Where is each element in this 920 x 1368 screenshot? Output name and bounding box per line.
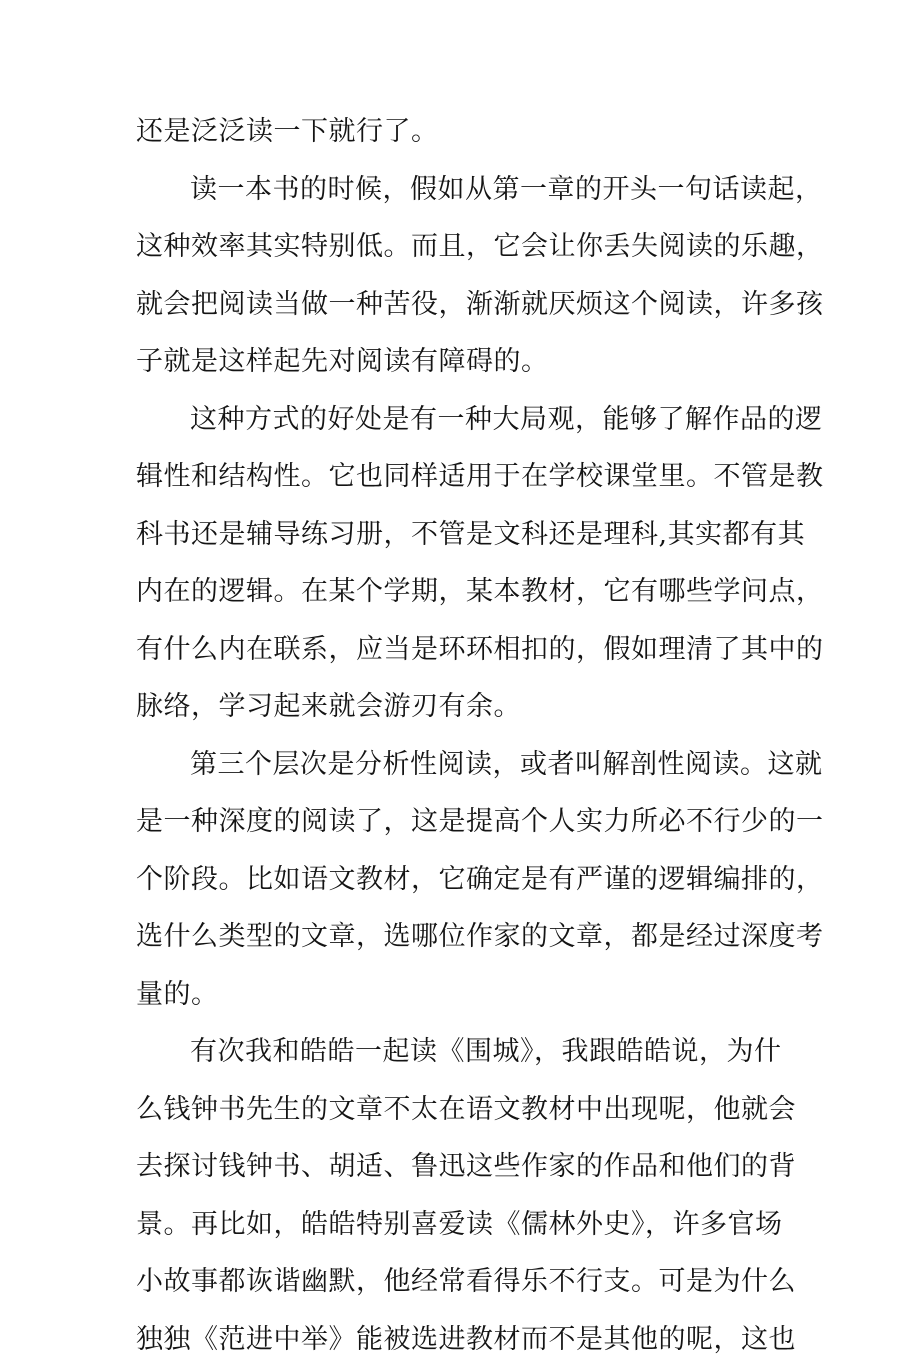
text-line: 第三个层次是分析性阅读，或者叫解剖性阅读。这就 xyxy=(136,736,796,794)
text-line: 辑性和结构性。它也同样适用于在学校课堂里。不管是教 xyxy=(136,448,796,506)
text-line: 是一种深度的阅读了，这是提高个人实力所必不行少的一 xyxy=(136,793,796,851)
text-line: 内在的逻辑。在某个学期，某本教材，它有哪些学问点， xyxy=(136,563,796,621)
text-line: 选什么类型的文章，选哪位作家的文章，都是经过深度考 xyxy=(136,908,796,966)
text-line: 脉络，学习起来就会游刃有余。 xyxy=(136,678,796,736)
text-line: 么钱钟书先生的文章不太在语文教材中出现呢，他就会 xyxy=(136,1081,796,1139)
text-line: 这种方式的好处是有一种大局观，能够了解作品的逻 xyxy=(136,391,796,449)
text-line: 量的。 xyxy=(136,966,796,1024)
text-line: 小故事都诙谐幽默，他经常看得乐不行支。可是为什么 xyxy=(136,1253,796,1311)
text-line: 个阶段。比如语文教材，它确定是有严谨的逻辑编排的， xyxy=(136,851,796,909)
text-line: 读一本书的时候，假如从第一章的开头一句话读起， xyxy=(136,161,796,219)
text-line: 科书还是辅导练习册，不管是文科还是理科,其实都有其 xyxy=(136,506,796,564)
text-line: 还是泛泛读一下就行了。 xyxy=(136,103,796,161)
text-line: 独独《范进中举》能被选进教材而不是其他的呢，这也 xyxy=(136,1311,796,1368)
text-line: 有次我和皓皓一起读《围城》，我跟皓皓说，为什 xyxy=(136,1023,796,1081)
document-body xyxy=(136,103,796,1368)
text-line: 这种效率其实特别低。而且，它会让你丢失阅读的乐趣， xyxy=(136,218,796,276)
text-line: 景。再比如，皓皓特别喜爱读《儒林外史》，许多官场 xyxy=(136,1196,796,1254)
text-line: 子就是这样起先对阅读有障碍的。 xyxy=(136,333,796,391)
text-line: 就会把阅读当做一种苦役，渐渐就厌烦这个阅读，许多孩 xyxy=(136,276,796,334)
text-line: 去探讨钱钟书、胡适、鲁迅这些作家的作品和他们的背 xyxy=(136,1138,796,1196)
text-line: 有什么内在联系，应当是环环相扣的，假如理清了其中的 xyxy=(136,621,796,679)
